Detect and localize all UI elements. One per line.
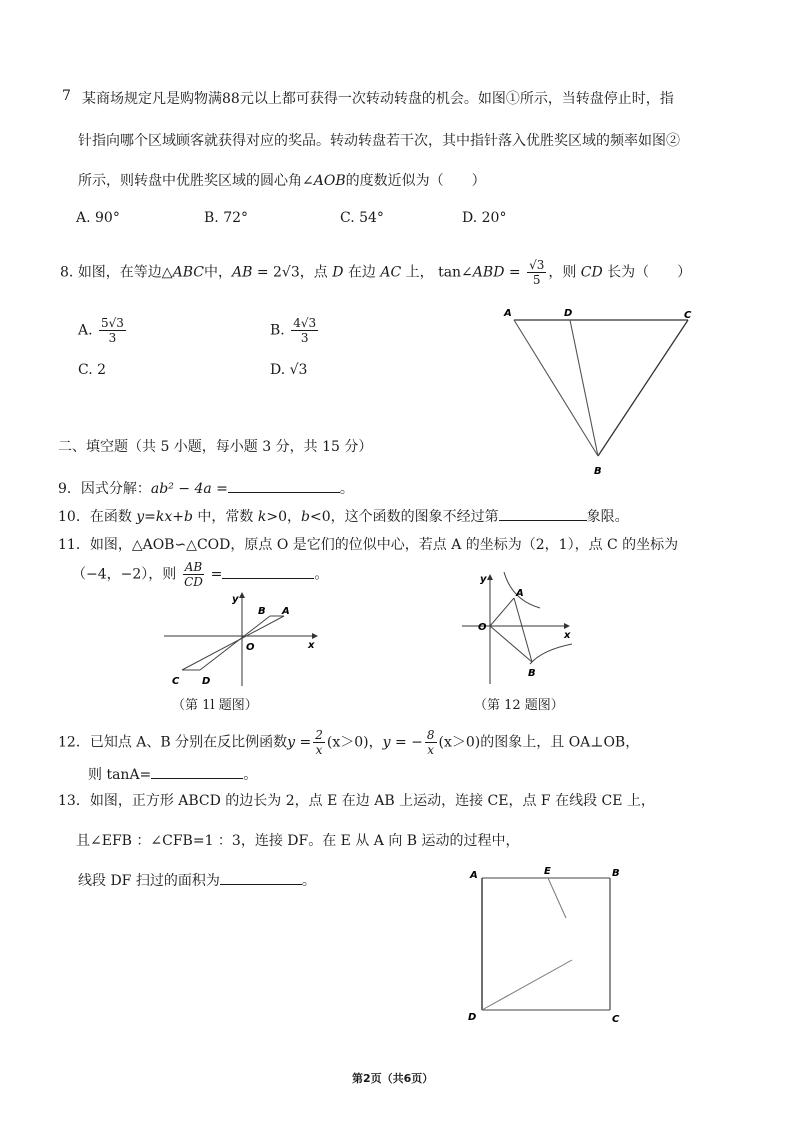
q11-segment-ca (182, 616, 284, 670)
q11-y-axis-arrow (239, 592, 245, 598)
q11-x-axis-arrow (312, 633, 318, 639)
q10-stem: 10．在函数 y=kx+b 中，常数 k>0，b<0，这个函数的图象不经过第 象限。 (58, 506, 629, 526)
q10-answer-blank[interactable] (499, 506, 587, 521)
q12-segment-ob (490, 626, 532, 662)
q11-line1: 11．如图，△AOB∽△COD，原点 O 是它们的位似中心，若点 A 的坐标为（2，1），点 C 的坐标为 (58, 537, 679, 553)
q8-segment-bd (570, 320, 598, 456)
q11-label-x: x (308, 640, 315, 651)
q13-label-c: C (612, 1014, 620, 1025)
page-footer: 第2页（共6页） (352, 1072, 434, 1085)
q7-number: 7 (62, 88, 71, 104)
q13-square-figure (462, 860, 632, 1030)
q12-label-b: B (528, 668, 536, 679)
q11-label-y: y (232, 594, 239, 605)
q12-curve-negative (530, 644, 572, 664)
q12-segment-ab (514, 598, 532, 662)
q13-label-e: E (544, 866, 551, 877)
section-fill-in-heading: 二、填空题（共 5 小题，每小题 3 分，共 15 分） (58, 439, 373, 455)
q11-label-b: B (258, 606, 266, 617)
q11-label-o: O (246, 642, 255, 653)
q8-side-bc (598, 320, 688, 456)
q9-answer-blank[interactable] (228, 478, 340, 493)
q7-option-d: D. 20° (462, 210, 507, 226)
q13-segment-ef (548, 878, 566, 918)
q9-stem: 9．因式分解：ab² − 4a = 。 (58, 478, 354, 498)
q8-option-b: B. $\frac{4√3}{3}$ (270, 316, 317, 345)
q13-answer-blank[interactable] (220, 870, 302, 885)
q7-option-c: C. 54° (340, 210, 384, 226)
q12-answer-blank[interactable] (151, 764, 243, 779)
q13-label-a: A (470, 870, 478, 881)
q13-label-b: B (612, 868, 620, 879)
q13-line3: 线段 DF 扫过的面积为 。 (78, 870, 316, 890)
q12-segment-oa (490, 598, 514, 626)
q8-option-d: D. √3 (270, 362, 308, 378)
q7-option-b: B. 72° (204, 210, 249, 226)
q11-answer-blank[interactable] (222, 564, 314, 579)
q12-stem: 12．已知点 A、B 分别在反比例函数y = $\frac{2}{x}$ (x＞0)，y = − $\frac{8}{x}$ (x＞0)的图象上，且 OA⊥OB， (58, 728, 640, 757)
q8-triangle-figure (500, 300, 700, 480)
q11-label-d: D (202, 676, 211, 687)
q13-line2: 且∠EFB ：∠CFB=1 ：3，连接 DF。在 E 从 A 向 B 运动的过程中， (76, 833, 520, 849)
q12-figure (460, 566, 580, 686)
q12-label-o: O (478, 622, 487, 633)
q12-label-x: x (564, 630, 571, 641)
q13-label-d: D (468, 1012, 477, 1023)
q8-option-c: C. 2 (78, 362, 107, 378)
q8-label-d: D (564, 308, 573, 319)
q8-label-b: B (594, 466, 602, 477)
q11-ratio-fraction: $\frac{AB}{CD}$ (184, 560, 203, 589)
q12-line2: 则 tanA= 。 (88, 764, 257, 784)
q12-x-axis-arrow (564, 623, 570, 629)
q8-tan-fraction: $\frac{√3}{5}$ (529, 258, 545, 287)
q11-label-c: C (172, 676, 180, 687)
q8-side-ab (514, 320, 598, 456)
q13-segment-df (482, 960, 572, 1010)
q7-line3: 所示，则转盘中优胜奖区域的圆心角∠AOB的度数近似为（ ） (78, 173, 486, 189)
q7-option-a: A. 90° (76, 210, 120, 226)
q12-label-a: A (516, 588, 524, 599)
q12-y-axis-arrow (487, 574, 493, 580)
q11-figure-caption: （第 1l 题图） (172, 698, 258, 713)
q7-line1: 某商场规定凡是购物满88元以上都可获得一次转动转盘的机会。如图①所示，当转盘停止时，指 (82, 91, 674, 107)
q8-option-a: A. $\frac{5√3}{3}$ (78, 316, 124, 345)
q12-figure-caption: （第 12 题图） (474, 698, 564, 713)
q12-label-y: y (480, 574, 487, 585)
q7-line2: 针指向哪个区域顾客就获得对应的奖品。转动转盘若干次，其中指针落入优胜奖区域的频率如图② (78, 133, 680, 149)
q8-label-a: A (504, 308, 512, 319)
q8-stem: 8. 如图，在等边△ABC中，AB = 2√3，点 D 在边 AC 上， tan∠ABD = $\frac{√3}{5}$ ，则 CD 长为（ ） (60, 258, 692, 287)
q13-line1: 13．如图，正方形 ABCD 的边长为 2，点 E 在边 AB 上运动，连接 CE，点 F 在线段 CE 上， (58, 793, 655, 809)
q11-figure (160, 590, 320, 688)
q11-segment-db (200, 616, 270, 670)
q11-line2: （−4，−2），则 $\frac{AB}{CD}$ = 。 (72, 560, 329, 589)
q8-label-c: C (684, 310, 692, 321)
q11-label-a: A (282, 606, 290, 617)
